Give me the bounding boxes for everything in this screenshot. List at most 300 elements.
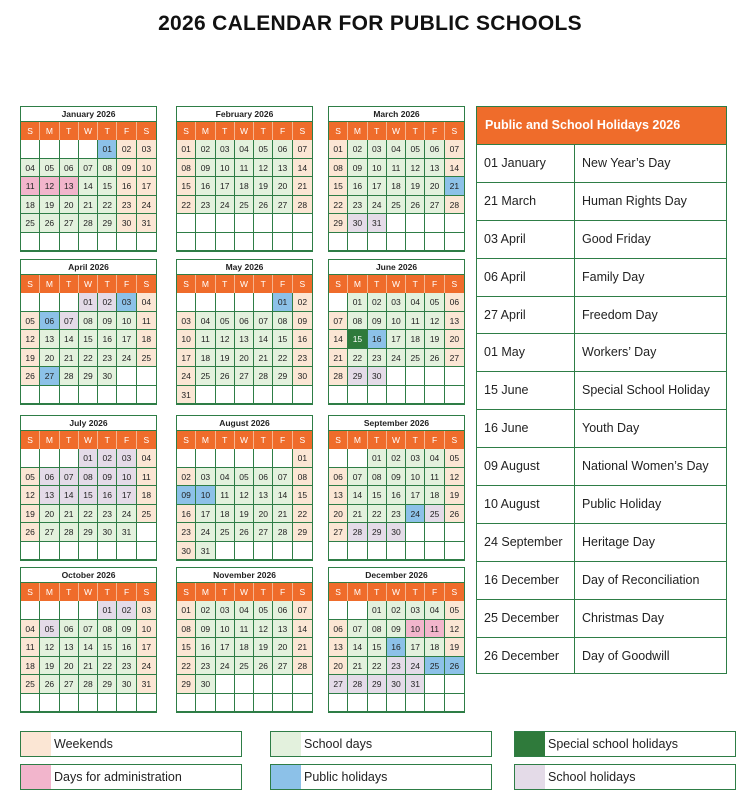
day-cell: 02 <box>196 601 215 620</box>
empty-cell <box>98 386 117 405</box>
day-cell: 27 <box>273 196 292 215</box>
day-cell: 09 <box>368 312 387 331</box>
day-cell: 23 <box>368 349 387 368</box>
day-cell: 10 <box>117 312 136 331</box>
day-cell: 28 <box>293 657 312 676</box>
legend-item <box>270 731 492 757</box>
day-cell: 23 <box>117 196 136 215</box>
empty-cell <box>445 233 464 252</box>
weekday-label: M <box>196 583 215 601</box>
day-cell: 04 <box>235 601 254 620</box>
empty-cell <box>21 694 40 713</box>
day-cell: 06 <box>273 601 292 620</box>
day-cell: 26 <box>40 214 59 233</box>
weekday-label: S <box>451 279 458 289</box>
weekday-label: W <box>387 431 406 449</box>
day-cell: 20 <box>329 657 348 676</box>
day-cell: 17 <box>137 638 156 657</box>
empty-cell <box>79 542 98 561</box>
day-cell: 13 <box>60 177 79 196</box>
weekday-label: W <box>235 583 254 601</box>
empty-cell <box>79 233 98 252</box>
holiday-name: New Year’s Day <box>582 156 671 170</box>
weekday-label: S <box>451 587 458 597</box>
weekday-label: W <box>79 431 98 449</box>
day-cell: 20 <box>329 505 348 524</box>
day-cell: 02 <box>348 140 367 159</box>
day-cell: 25 <box>21 214 40 233</box>
empty-cell <box>406 214 425 233</box>
day-cell: 05 <box>40 159 59 178</box>
weekday-label: T <box>60 122 79 140</box>
weekday-label: M <box>196 431 215 449</box>
day-cell: 16 <box>196 177 215 196</box>
empty-cell <box>293 675 312 694</box>
day-grid <box>177 293 312 404</box>
holiday-row <box>477 447 726 485</box>
empty-cell <box>425 542 444 561</box>
day-cell: 31 <box>137 675 156 694</box>
empty-cell <box>406 386 425 405</box>
weekday-label: S <box>329 275 348 293</box>
weekday-label: M <box>348 431 367 449</box>
day-cell: 12 <box>216 330 235 349</box>
empty-cell <box>40 140 59 159</box>
day-cell: 23 <box>98 349 117 368</box>
day-cell: 12 <box>445 620 464 639</box>
weekday-label: S <box>21 431 40 449</box>
day-grid <box>21 601 156 712</box>
day-cell: 26 <box>21 523 40 542</box>
empty-cell <box>387 233 406 252</box>
day-cell: 18 <box>425 486 444 505</box>
weekday-label: M <box>196 275 215 293</box>
empty-cell <box>254 386 273 405</box>
weekday-header <box>177 431 312 449</box>
day-cell: 08 <box>79 468 98 487</box>
weekday-label: F <box>425 583 444 601</box>
holidays-table-body <box>477 144 726 674</box>
empty-cell <box>235 214 254 233</box>
day-cell: 05 <box>40 620 59 639</box>
empty-cell <box>293 542 312 561</box>
empty-cell <box>293 214 312 233</box>
day-cell: 04 <box>425 601 444 620</box>
day-cell: 14 <box>348 638 367 657</box>
day-cell: 26 <box>40 675 59 694</box>
empty-cell <box>293 386 312 405</box>
day-cell: 18 <box>387 177 406 196</box>
weekday-label: T <box>216 583 235 601</box>
day-cell: 07 <box>60 312 79 331</box>
weekday-label: T <box>216 275 235 293</box>
empty-cell <box>273 233 292 252</box>
empty-cell <box>425 214 444 233</box>
empty-cell <box>445 214 464 233</box>
day-cell: 30 <box>348 214 367 233</box>
day-cell: 20 <box>254 505 273 524</box>
day-cell: 02 <box>98 449 117 468</box>
day-cell: 02 <box>196 140 215 159</box>
legend-label: Days for administration <box>54 770 182 784</box>
day-cell: 21 <box>293 638 312 657</box>
day-cell: 05 <box>21 468 40 487</box>
weekday-label: T <box>98 431 117 449</box>
weekday-label: M <box>40 583 59 601</box>
weekday-label: W <box>387 583 406 601</box>
empty-cell <box>406 542 425 561</box>
day-cell: 13 <box>273 620 292 639</box>
day-cell: 16 <box>98 330 117 349</box>
day-cell: 22 <box>368 505 387 524</box>
day-cell: 01 <box>348 293 367 312</box>
day-cell: 14 <box>60 486 79 505</box>
holiday-row <box>477 144 726 182</box>
month-title: June 2026 <box>329 260 464 275</box>
day-cell: 27 <box>445 349 464 368</box>
day-grid <box>329 601 464 712</box>
weekday-label: S <box>177 275 196 293</box>
weekday-label: F <box>273 122 292 140</box>
day-cell: 08 <box>368 468 387 487</box>
weekday-label: S <box>299 279 306 289</box>
day-cell: 19 <box>254 638 273 657</box>
weekday-label: S <box>451 435 458 445</box>
day-cell: 17 <box>406 486 425 505</box>
weekday-label: F <box>273 583 292 601</box>
legend-item <box>514 731 736 757</box>
empty-cell <box>235 675 254 694</box>
holiday-name: Family Day <box>582 269 645 284</box>
day-cell: 09 <box>98 312 117 331</box>
day-cell: 05 <box>21 312 40 331</box>
weekday-label: S <box>21 583 40 601</box>
legend-label: Weekends <box>54 737 113 751</box>
day-cell: 05 <box>425 293 444 312</box>
day-grid <box>329 140 464 251</box>
holiday-name: Christmas Day <box>582 610 664 625</box>
holiday-row <box>477 561 726 599</box>
day-cell: 07 <box>348 620 367 639</box>
holiday-date: 06 April <box>477 259 575 296</box>
day-cell: 26 <box>425 349 444 368</box>
empty-cell <box>348 386 367 405</box>
weekday-label: M <box>348 275 367 293</box>
month-title: April 2026 <box>21 260 156 275</box>
weekday-label: S <box>143 435 150 445</box>
day-cell: 31 <box>117 523 136 542</box>
day-cell: 15 <box>177 177 196 196</box>
empty-cell <box>21 601 40 620</box>
empty-cell <box>60 233 79 252</box>
empty-cell <box>177 449 196 468</box>
day-cell: 29 <box>329 214 348 233</box>
weekday-label: S <box>329 122 348 140</box>
day-cell: 11 <box>235 159 254 178</box>
day-cell: 04 <box>406 293 425 312</box>
weekday-label: T <box>254 431 273 449</box>
day-cell: 03 <box>177 312 196 331</box>
day-cell: 14 <box>348 486 367 505</box>
day-cell: 30 <box>293 367 312 386</box>
month-title: September 2026 <box>329 416 464 431</box>
day-cell: 27 <box>40 367 59 386</box>
page-title: 2026 CALENDAR FOR PUBLIC SCHOOLS <box>158 12 582 35</box>
day-cell: 18 <box>21 196 40 215</box>
day-cell: 06 <box>425 140 444 159</box>
empty-cell <box>79 601 98 620</box>
day-cell: 28 <box>79 675 98 694</box>
empty-cell <box>98 542 117 561</box>
legend-item <box>514 764 736 790</box>
weekday-label: S <box>177 122 196 140</box>
day-cell: 11 <box>196 330 215 349</box>
empty-cell <box>196 233 215 252</box>
empty-cell <box>293 233 312 252</box>
empty-cell <box>40 542 59 561</box>
empty-cell <box>137 233 156 252</box>
empty-cell <box>254 293 273 312</box>
empty-cell <box>21 293 40 312</box>
empty-cell <box>425 694 444 713</box>
weekday-label: S <box>299 587 306 597</box>
month-title: February 2026 <box>177 107 312 122</box>
empty-cell <box>79 694 98 713</box>
day-cell: 14 <box>273 486 292 505</box>
day-cell: 01 <box>177 140 196 159</box>
weekday-header <box>329 275 464 293</box>
day-cell: 24 <box>406 505 425 524</box>
day-cell: 26 <box>445 657 464 676</box>
day-cell: 25 <box>21 675 40 694</box>
empty-cell <box>196 214 215 233</box>
holiday-name: National Women’s Day <box>582 459 709 474</box>
day-cell: 21 <box>79 657 98 676</box>
day-cell: 01 <box>98 601 117 620</box>
day-cell: 30 <box>196 675 215 694</box>
day-cell: 29 <box>368 523 387 542</box>
weekday-label: S <box>299 435 306 445</box>
day-cell: 03 <box>137 601 156 620</box>
weekday-label: M <box>348 122 367 140</box>
day-cell: 25 <box>406 349 425 368</box>
day-cell: 15 <box>177 638 196 657</box>
day-cell: 24 <box>216 196 235 215</box>
day-cell: 04 <box>235 140 254 159</box>
legend-item <box>270 764 492 790</box>
legend-swatch <box>271 732 301 756</box>
month-title: May 2026 <box>177 260 312 275</box>
day-cell: 20 <box>273 638 292 657</box>
day-cell: 16 <box>387 486 406 505</box>
day-cell: 31 <box>368 214 387 233</box>
holiday-date: 26 December <box>477 638 575 675</box>
empty-cell <box>329 449 348 468</box>
empty-cell <box>348 233 367 252</box>
weekday-label: W <box>79 583 98 601</box>
empty-cell <box>445 367 464 386</box>
holiday-name: Workers’ Day <box>582 345 657 360</box>
day-cell: 09 <box>177 486 196 505</box>
empty-cell <box>368 694 387 713</box>
day-cell: 11 <box>21 177 40 196</box>
weekday-label: T <box>98 275 117 293</box>
day-cell: 11 <box>137 312 156 331</box>
holiday-name: Human Rights Day <box>582 193 687 208</box>
day-cell: 10 <box>406 468 425 487</box>
empty-cell <box>445 675 464 694</box>
weekday-label: S <box>299 126 306 136</box>
day-cell: 16 <box>387 638 406 657</box>
day-cell: 03 <box>406 449 425 468</box>
day-cell: 21 <box>348 505 367 524</box>
empty-cell <box>117 386 136 405</box>
day-cell: 29 <box>348 367 367 386</box>
day-cell: 24 <box>216 657 235 676</box>
day-cell: 05 <box>445 601 464 620</box>
day-cell: 03 <box>387 293 406 312</box>
day-cell: 09 <box>196 159 215 178</box>
day-cell: 01 <box>177 601 196 620</box>
empty-cell <box>329 233 348 252</box>
day-cell: 28 <box>293 196 312 215</box>
holiday-date: 16 June <box>477 410 575 447</box>
empty-cell <box>348 542 367 561</box>
holiday-date: 15 June <box>477 372 575 409</box>
weekday-label: F <box>117 122 136 140</box>
holiday-row <box>477 296 726 334</box>
empty-cell <box>425 523 444 542</box>
day-cell: 30 <box>98 367 117 386</box>
day-cell: 04 <box>425 449 444 468</box>
weekday-label: S <box>143 587 150 597</box>
day-cell: 10 <box>117 468 136 487</box>
month-calendar <box>176 567 313 713</box>
empty-cell <box>425 386 444 405</box>
day-cell: 06 <box>329 620 348 639</box>
day-cell: 03 <box>406 601 425 620</box>
day-cell: 03 <box>216 140 235 159</box>
day-cell: 11 <box>216 486 235 505</box>
empty-cell <box>117 542 136 561</box>
day-cell: 10 <box>177 330 196 349</box>
day-cell: 15 <box>368 638 387 657</box>
day-cell: 13 <box>425 159 444 178</box>
day-cell: 10 <box>137 159 156 178</box>
empty-cell <box>196 293 215 312</box>
day-cell: 27 <box>254 523 273 542</box>
weekday-label: F <box>117 275 136 293</box>
day-cell: 04 <box>387 140 406 159</box>
holiday-row <box>477 371 726 409</box>
empty-cell <box>254 449 273 468</box>
day-cell: 18 <box>137 486 156 505</box>
day-cell: 09 <box>293 312 312 331</box>
legend-swatch <box>21 732 51 756</box>
day-grid <box>21 293 156 404</box>
empty-cell <box>21 233 40 252</box>
day-cell: 16 <box>98 486 117 505</box>
empty-cell <box>216 233 235 252</box>
day-cell: 10 <box>216 159 235 178</box>
weekday-label: S <box>329 431 348 449</box>
empty-cell <box>216 694 235 713</box>
weekday-label: S <box>21 122 40 140</box>
day-cell: 29 <box>98 675 117 694</box>
holiday-name: Good Friday <box>582 231 651 246</box>
empty-cell <box>406 367 425 386</box>
weekday-label: W <box>387 122 406 140</box>
day-cell: 09 <box>387 620 406 639</box>
empty-cell <box>329 293 348 312</box>
day-cell: 04 <box>21 159 40 178</box>
empty-cell <box>40 449 59 468</box>
day-cell: 23 <box>196 196 215 215</box>
empty-cell <box>387 386 406 405</box>
empty-cell <box>235 386 254 405</box>
day-cell: 17 <box>117 330 136 349</box>
day-cell: 24 <box>368 196 387 215</box>
holiday-name: Day of Goodwill <box>582 648 670 663</box>
empty-cell <box>406 694 425 713</box>
day-cell: 08 <box>368 620 387 639</box>
weekday-label: F <box>117 431 136 449</box>
empty-cell <box>445 523 464 542</box>
day-cell: 13 <box>329 638 348 657</box>
month-calendar <box>176 415 313 561</box>
empty-cell <box>216 675 235 694</box>
day-cell: 28 <box>348 523 367 542</box>
day-cell: 14 <box>293 159 312 178</box>
day-cell: 30 <box>177 542 196 561</box>
weekday-label: M <box>348 583 367 601</box>
empty-cell <box>348 601 367 620</box>
day-cell: 22 <box>98 196 117 215</box>
holidays-table <box>476 106 727 674</box>
day-cell: 30 <box>117 214 136 233</box>
day-cell: 25 <box>196 367 215 386</box>
holiday-name: Freedom Day <box>582 307 658 322</box>
weekday-header <box>21 275 156 293</box>
day-cell: 23 <box>196 657 215 676</box>
empty-cell <box>60 449 79 468</box>
empty-cell <box>177 694 196 713</box>
month-calendar <box>328 259 465 405</box>
day-cell: 05 <box>216 312 235 331</box>
day-cell: 08 <box>348 312 367 331</box>
day-cell: 15 <box>79 330 98 349</box>
month-title: November 2026 <box>177 568 312 583</box>
day-cell: 07 <box>293 140 312 159</box>
legend-swatch <box>515 732 545 756</box>
day-cell: 26 <box>235 523 254 542</box>
weekday-label: T <box>406 275 425 293</box>
day-cell: 28 <box>445 196 464 215</box>
day-cell: 05 <box>235 468 254 487</box>
empty-cell <box>368 542 387 561</box>
day-cell: 17 <box>216 177 235 196</box>
empty-cell <box>348 694 367 713</box>
weekday-label: T <box>98 122 117 140</box>
day-cell: 06 <box>235 312 254 331</box>
day-cell: 18 <box>216 505 235 524</box>
holiday-date: 16 December <box>477 562 575 599</box>
day-cell: 01 <box>293 449 312 468</box>
weekday-label: W <box>235 431 254 449</box>
day-cell: 19 <box>40 657 59 676</box>
day-cell: 25 <box>425 657 444 676</box>
day-cell: 24 <box>137 196 156 215</box>
